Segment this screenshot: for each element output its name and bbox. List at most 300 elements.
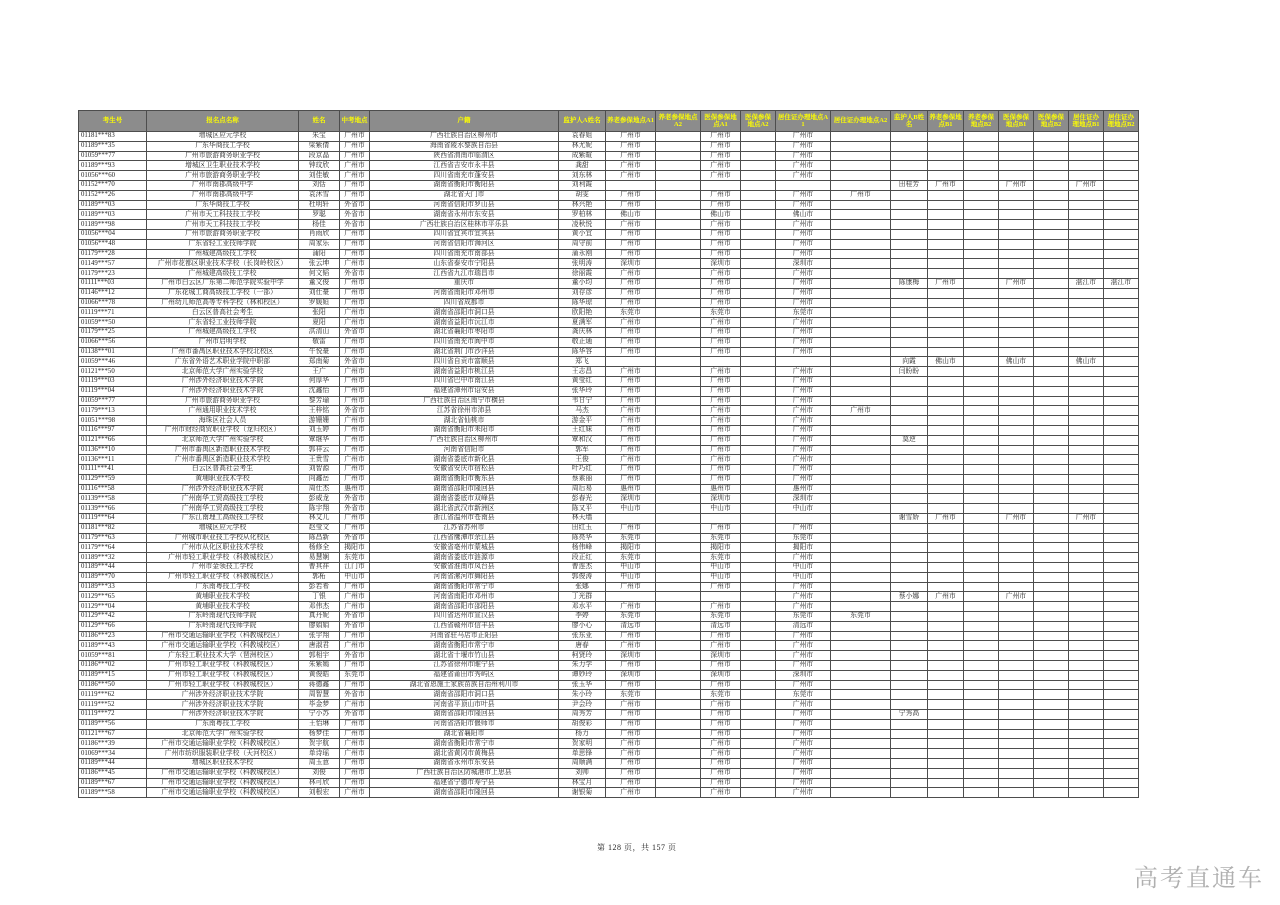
cell: 广西壮族自治区柳州市 — [370, 435, 559, 445]
cell — [928, 680, 964, 690]
cell — [741, 710, 776, 720]
cell: 外省市 — [340, 220, 370, 230]
cell: 朱力学 — [559, 661, 606, 671]
cell — [999, 523, 1034, 533]
table-row — [79, 161, 1139, 171]
cell — [741, 239, 776, 249]
cell — [1069, 239, 1104, 249]
cell: 01121***50 — [79, 367, 147, 377]
cell — [656, 641, 701, 651]
cell — [1034, 425, 1069, 435]
cell — [1069, 612, 1104, 622]
cell: 01186***50 — [79, 680, 147, 690]
cell: 董小均 — [559, 278, 606, 288]
cell — [831, 347, 891, 357]
table-row — [79, 690, 1139, 700]
cell — [928, 621, 964, 631]
cell — [1034, 641, 1069, 651]
cell — [656, 592, 701, 602]
cell — [1104, 661, 1139, 671]
cell: 刘佳敏 — [299, 171, 340, 181]
cell: 深圳市 — [701, 651, 741, 661]
cell — [1104, 220, 1139, 230]
cell: 湖北省襄阳市 — [370, 729, 559, 739]
table-row — [79, 210, 1139, 220]
cell: 01119***72 — [79, 710, 147, 720]
cell: 梁紫倩 — [299, 141, 340, 151]
cell: 01056***48 — [79, 239, 147, 249]
cell: 广州市花都区职业技术学校（长岗岭校区） — [147, 259, 299, 269]
cell — [891, 690, 928, 700]
cell: 湖南省娄底市双峰县 — [370, 494, 559, 504]
column-header: 医保参保地点B1 — [999, 111, 1034, 132]
cell — [999, 484, 1034, 494]
column-header: 医保参保地点A1 — [701, 111, 741, 132]
cell: 东莞市 — [776, 690, 831, 700]
cell: 01189***67 — [79, 778, 147, 788]
cell — [1104, 239, 1139, 249]
cell: 广州市 — [606, 759, 656, 769]
cell: 外省市 — [340, 612, 370, 622]
cell — [1034, 465, 1069, 475]
cell — [1034, 435, 1069, 445]
cell — [1034, 220, 1069, 230]
column-header: 医保参保地点A2 — [741, 111, 776, 132]
cell: 王怡琳 — [299, 719, 340, 729]
cell: 广州市 — [606, 239, 656, 249]
cell — [1069, 425, 1104, 435]
cell — [656, 631, 701, 641]
cell — [964, 171, 999, 181]
cell: 杜明轩 — [299, 200, 340, 210]
cell — [1104, 749, 1139, 759]
cell — [1034, 680, 1069, 690]
cell: 董文俊 — [299, 278, 340, 288]
cell — [999, 543, 1034, 553]
cell — [891, 298, 928, 308]
cell — [928, 641, 964, 651]
cell — [1104, 455, 1139, 465]
cell: 广州市 — [606, 455, 656, 465]
cell — [701, 357, 741, 367]
cell — [928, 523, 964, 533]
cell: 广州市 — [701, 151, 741, 161]
cell — [891, 553, 928, 563]
cell: 广州市 — [340, 631, 370, 641]
cell — [999, 406, 1034, 416]
cell — [1034, 474, 1069, 484]
cell — [964, 435, 999, 445]
cell — [891, 768, 928, 778]
cell — [831, 151, 891, 161]
cell: 广州市 — [776, 367, 831, 377]
cell — [891, 239, 928, 249]
cell — [831, 308, 891, 318]
cell — [964, 621, 999, 631]
cell — [1034, 269, 1069, 279]
cell: 湖南省衡阳市常宁市 — [370, 641, 559, 651]
cell: 01129***65 — [79, 592, 147, 602]
cell: 佛山市 — [1069, 357, 1104, 367]
cell — [656, 171, 701, 181]
cell — [1034, 151, 1069, 161]
cell — [741, 553, 776, 563]
cell — [1069, 621, 1104, 631]
cell: 张东亚 — [559, 631, 606, 641]
cell — [928, 749, 964, 759]
cell — [1069, 729, 1104, 739]
cell — [928, 759, 964, 769]
cell — [928, 376, 964, 386]
cell: 增城区应元学校 — [147, 132, 299, 142]
cell: 广州市旅游商务职业学校 — [147, 151, 299, 161]
cell: 广州市 — [340, 768, 370, 778]
cell — [1034, 749, 1069, 759]
cell: 广州市 — [776, 132, 831, 142]
cell — [1104, 621, 1139, 631]
cell — [964, 543, 999, 553]
cell: 张阳 — [299, 308, 340, 318]
cell — [964, 259, 999, 269]
table-row — [79, 749, 1139, 759]
cell — [928, 651, 964, 661]
cell — [831, 386, 891, 396]
cell — [831, 690, 891, 700]
cell: 江苏省徐州市睢宁县 — [370, 661, 559, 671]
cell: 福建省宁德市寿宁县 — [370, 778, 559, 788]
cell — [1034, 445, 1069, 455]
cell: 深圳市 — [606, 670, 656, 680]
table-header — [79, 111, 1139, 132]
cell — [999, 719, 1034, 729]
cell — [964, 553, 999, 563]
cell — [928, 700, 964, 710]
cell — [1034, 367, 1069, 377]
cell — [999, 788, 1034, 798]
cell — [964, 631, 999, 641]
cell: 广州市 — [776, 278, 831, 288]
cell — [928, 141, 964, 151]
cell: 01189***32 — [79, 553, 147, 563]
cell — [831, 318, 891, 328]
cell: 广州市南郡高级中学 — [147, 180, 299, 190]
cell: 广州市 — [340, 376, 370, 386]
cell: 广州市 — [701, 445, 741, 455]
cell — [831, 631, 891, 641]
cell: 广州市金领技工学校 — [147, 563, 299, 573]
cell: 张华玲 — [559, 386, 606, 396]
cell — [1069, 592, 1104, 602]
cell — [964, 719, 999, 729]
cell — [656, 132, 701, 142]
cell: 黄俊皓 — [299, 670, 340, 680]
cell — [1069, 474, 1104, 484]
cell — [1034, 700, 1069, 710]
cell: 外省市 — [340, 690, 370, 700]
cell: 蒋德鑫 — [299, 680, 340, 690]
cell: 河南省信阳市 — [370, 445, 559, 455]
table-row — [79, 376, 1139, 386]
cell: 广州市旅游商务职业学校 — [147, 171, 299, 181]
cell — [741, 220, 776, 230]
cell: 湖北省恩施土家族苗族自治州利川市 — [370, 680, 559, 690]
cell — [1104, 670, 1139, 680]
cell: 江西省吉安市永丰县 — [370, 161, 559, 171]
cell — [928, 259, 964, 269]
cell: 张宇翔 — [299, 631, 340, 641]
cell — [831, 229, 891, 239]
cell: 广州市 — [606, 465, 656, 475]
cell — [656, 514, 701, 524]
cell — [928, 788, 964, 798]
cell: 宁小苏 — [299, 710, 340, 720]
cell: 中山市 — [606, 563, 656, 573]
cell — [891, 376, 928, 386]
cell: 广州涉外经济职业技术学院 — [147, 710, 299, 720]
cell — [656, 768, 701, 778]
cell — [1104, 318, 1139, 328]
cell — [1104, 602, 1139, 612]
cell — [891, 151, 928, 161]
table-row — [79, 249, 1139, 259]
cell: 广州市 — [606, 425, 656, 435]
cell — [891, 729, 928, 739]
cell: 广州市 — [776, 141, 831, 151]
cell — [1069, 778, 1104, 788]
cell — [741, 582, 776, 592]
cell — [928, 572, 964, 582]
cell — [891, 171, 928, 181]
cell — [891, 543, 928, 553]
cell — [999, 474, 1034, 484]
cell: 真丹妮 — [299, 612, 340, 622]
cell: 廖娟娟 — [299, 621, 340, 631]
cell: 01056***04 — [79, 229, 147, 239]
cell: 01139***58 — [79, 494, 147, 504]
cell — [741, 435, 776, 445]
cell — [831, 661, 891, 671]
cell: 广东华商技工学校 — [147, 141, 299, 151]
cell: 广州市 — [340, 347, 370, 357]
cell: 广州市 — [701, 367, 741, 377]
cell — [741, 465, 776, 475]
cell — [964, 298, 999, 308]
cell — [1069, 759, 1104, 769]
cell — [831, 523, 891, 533]
cell: 01189***44 — [79, 563, 147, 573]
cell: 广东岭南现代技师学院 — [147, 621, 299, 631]
cell — [964, 641, 999, 651]
cell: 广州市 — [340, 337, 370, 347]
cell: 广西壮族自治区桂林市平乐县 — [370, 220, 559, 230]
cell — [741, 386, 776, 396]
cell — [1104, 768, 1139, 778]
cell — [1034, 347, 1069, 357]
cell: 刘智源 — [299, 465, 340, 475]
cell: 宁秀高 — [891, 710, 928, 720]
cell: 广州市 — [701, 406, 741, 416]
cell — [1104, 592, 1139, 602]
cell — [741, 269, 776, 279]
cell — [741, 288, 776, 298]
cell — [891, 249, 928, 259]
cell — [891, 269, 928, 279]
cell: 湖南省衡阳市耒阳市 — [370, 425, 559, 435]
cell: 广东华商技工学校 — [147, 200, 299, 210]
cell — [656, 494, 701, 504]
cell — [1034, 504, 1069, 514]
cell — [999, 308, 1034, 318]
cell: 广州市 — [701, 474, 741, 484]
cell: 广州市 — [340, 180, 370, 190]
cell — [1034, 719, 1069, 729]
cell: 广州城市职业技工学校从化校区 — [147, 533, 299, 543]
cell — [776, 180, 831, 190]
cell — [741, 729, 776, 739]
cell — [831, 132, 891, 142]
cell — [1069, 582, 1104, 592]
cell — [831, 759, 891, 769]
cell — [1069, 406, 1104, 416]
cell: 杨力 — [559, 729, 606, 739]
cell: 广州市 — [606, 161, 656, 171]
cell: 清远市 — [606, 621, 656, 631]
cell — [891, 484, 928, 494]
cell: 郭军 — [559, 445, 606, 455]
table-row — [79, 367, 1139, 377]
cell — [831, 514, 891, 524]
cell — [1104, 494, 1139, 504]
cell — [1104, 445, 1139, 455]
cell: 胡雯 — [559, 190, 606, 200]
cell: 广州市 — [701, 200, 741, 210]
cell — [1034, 327, 1069, 337]
cell: 丁银 — [299, 592, 340, 602]
cell — [891, 621, 928, 631]
cell: 广州市 — [340, 719, 370, 729]
cell — [999, 425, 1034, 435]
cell — [1069, 190, 1104, 200]
cell: 尹会玲 — [559, 700, 606, 710]
cell: 邓伟杰 — [299, 602, 340, 612]
cell: 罗聪 — [299, 210, 340, 220]
table-row — [79, 239, 1139, 249]
cell: 广州市启明学校 — [147, 337, 299, 347]
cell — [741, 778, 776, 788]
table-row — [79, 602, 1139, 612]
cell: 牛悦豪 — [299, 347, 340, 357]
cell: 广州市 — [606, 132, 656, 142]
cell — [1104, 690, 1139, 700]
cell — [928, 396, 964, 406]
cell — [891, 465, 928, 475]
cell: 广州涉外经济职业技术学院 — [147, 386, 299, 396]
cell — [964, 239, 999, 249]
cell: 河南省洛阳市偃师市 — [370, 719, 559, 729]
cell — [964, 700, 999, 710]
cell — [891, 200, 928, 210]
cell: 安徽省亳州市蒙城县 — [370, 543, 559, 553]
cell — [656, 533, 701, 543]
cell: 何文韬 — [299, 269, 340, 279]
cell: 罗柏林 — [559, 210, 606, 220]
cell: 广州市 — [776, 749, 831, 759]
cell: 01152***70 — [79, 180, 147, 190]
column-header: 养老参保地点B2 — [964, 111, 999, 132]
cell: 深圳市 — [701, 494, 741, 504]
cell — [964, 651, 999, 661]
cell: 张云坤 — [299, 259, 340, 269]
cell: 广州市 — [776, 171, 831, 181]
cell: 01179***64 — [79, 543, 147, 553]
cell: 惠州市 — [340, 484, 370, 494]
cell — [831, 220, 891, 230]
table-row — [79, 494, 1139, 504]
cell: 广州市 — [701, 278, 741, 288]
cell: 广州市 — [606, 602, 656, 612]
cell: 广州市 — [776, 200, 831, 210]
cell — [831, 337, 891, 347]
cell — [1069, 484, 1104, 494]
cell: 惠州市 — [606, 484, 656, 494]
cell — [656, 621, 701, 631]
table-row — [79, 278, 1139, 288]
cell — [741, 651, 776, 661]
cell: 广州市 — [701, 347, 741, 357]
cell — [741, 504, 776, 514]
cell: 东莞市 — [606, 533, 656, 543]
cell: 广州市 — [1069, 514, 1104, 524]
cell — [999, 445, 1034, 455]
cell — [928, 533, 964, 543]
cell: 广州市 — [701, 435, 741, 445]
cell — [1069, 435, 1104, 445]
cell: 河南省信阳市罗山县 — [370, 200, 559, 210]
cell: 陕西省渭南市临渭区 — [370, 151, 559, 161]
cell: 中山市 — [701, 563, 741, 573]
cell — [1034, 729, 1069, 739]
cell: 肖雨欣 — [299, 229, 340, 239]
cell — [741, 602, 776, 612]
cell: 广州市 — [701, 749, 741, 759]
cell — [999, 641, 1034, 651]
cell — [656, 572, 701, 582]
cell — [964, 190, 999, 200]
cell: 广州市 — [606, 288, 656, 298]
cell: 广州市 — [776, 523, 831, 533]
cell: 湖北省十堰市竹山县 — [370, 651, 559, 661]
cell: 陈昌新 — [299, 533, 340, 543]
cell — [928, 161, 964, 171]
cell: 01069***34 — [79, 749, 147, 759]
cell — [891, 788, 928, 798]
cell — [656, 190, 701, 200]
cell — [891, 759, 928, 769]
cell: 周顺满 — [559, 759, 606, 769]
cell — [964, 768, 999, 778]
cell: 刘帅 — [559, 768, 606, 778]
cell: 杨修全 — [299, 543, 340, 553]
cell: 广州市 — [340, 749, 370, 759]
cell — [891, 347, 928, 357]
cell — [999, 337, 1034, 347]
cell: 莫逆 — [891, 435, 928, 445]
cell: 01139***66 — [79, 504, 147, 514]
cell: 广州市 — [776, 778, 831, 788]
cell: 广州市 — [776, 406, 831, 416]
cell — [1034, 249, 1069, 259]
cell: 田红玉 — [559, 523, 606, 533]
